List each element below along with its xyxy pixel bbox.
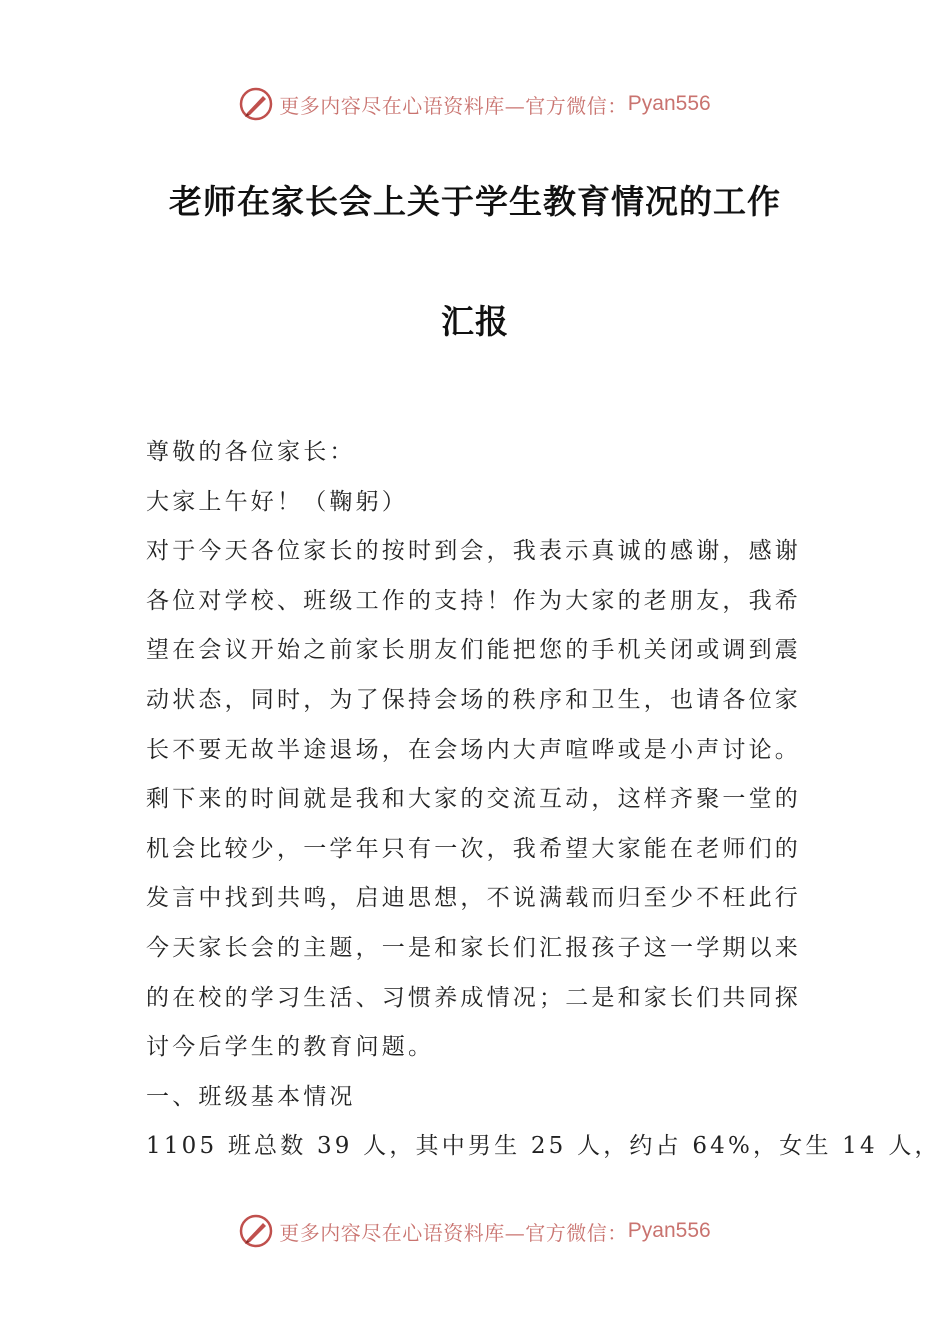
body-line: 讨今后学生的教育问题。: [146, 1034, 435, 1061]
body-line: 望在会议开始之前家长朋友们能把您的手机关闭或调到震: [146, 637, 801, 664]
watermark-footer: [0, 1209, 950, 1253]
body-line: 长不要无故半途退场，在会场内大声喧哗或是小声讨论。: [146, 736, 801, 763]
body-line: 发言中找到共鸣，启迪思想，不说满载而归至少不枉此行: [146, 885, 801, 912]
body-line: 1105 班总数 39 人，其中男生 25 人，约占 64%，女生 14 人，: [146, 1133, 941, 1160]
doc-body: [146, 428, 941, 1172]
pen-logo-icon: [239, 1214, 273, 1248]
doc-title-line-1: 老师在家长会上关于学生教育情况的工作: [169, 182, 781, 221]
watermark-text: 更多内容尽在心语资料库—官方微信：: [279, 93, 628, 118]
body-line: 今天家长会的主题，一是和家长们汇报孩子这一学期以来: [146, 934, 801, 961]
body-line: 机会比较少，一学年只有一次，我希望大家能在老师们的: [146, 835, 801, 862]
body-line: 尊敬的各位家长：: [146, 439, 356, 465]
body-line: 剩下来的时间就是我和大家的交流互动，这样齐聚一堂的: [146, 786, 801, 813]
body-line: 动状态，同时，为了保持会场的秩序和卫生，也请各位家: [146, 686, 801, 713]
body-line: 的在校的学习生活、习惯养成情况；二是和家长们共同探: [146, 984, 801, 1011]
doc-title-line-2: 汇报: [441, 302, 509, 341]
body-line: 对于今天各位家长的按时到会，我表示真诚的感谢，感谢: [146, 538, 801, 565]
body-line: 各位对学校、班级工作的支持！作为大家的老朋友，我希: [146, 587, 801, 614]
watermark-text: 更多内容尽在心语资料库—官方微信：: [279, 1220, 628, 1245]
watermark-wechat-id: Pyan556: [627, 1219, 711, 1242]
watermark-wechat-id: Pyan556: [627, 92, 711, 115]
pen-logo-icon: [239, 87, 273, 121]
watermark-header: [0, 82, 950, 126]
body-line: 大家上午好！（鞠躬）: [146, 488, 408, 515]
section-heading: 一、班级基本情况: [146, 1083, 356, 1110]
